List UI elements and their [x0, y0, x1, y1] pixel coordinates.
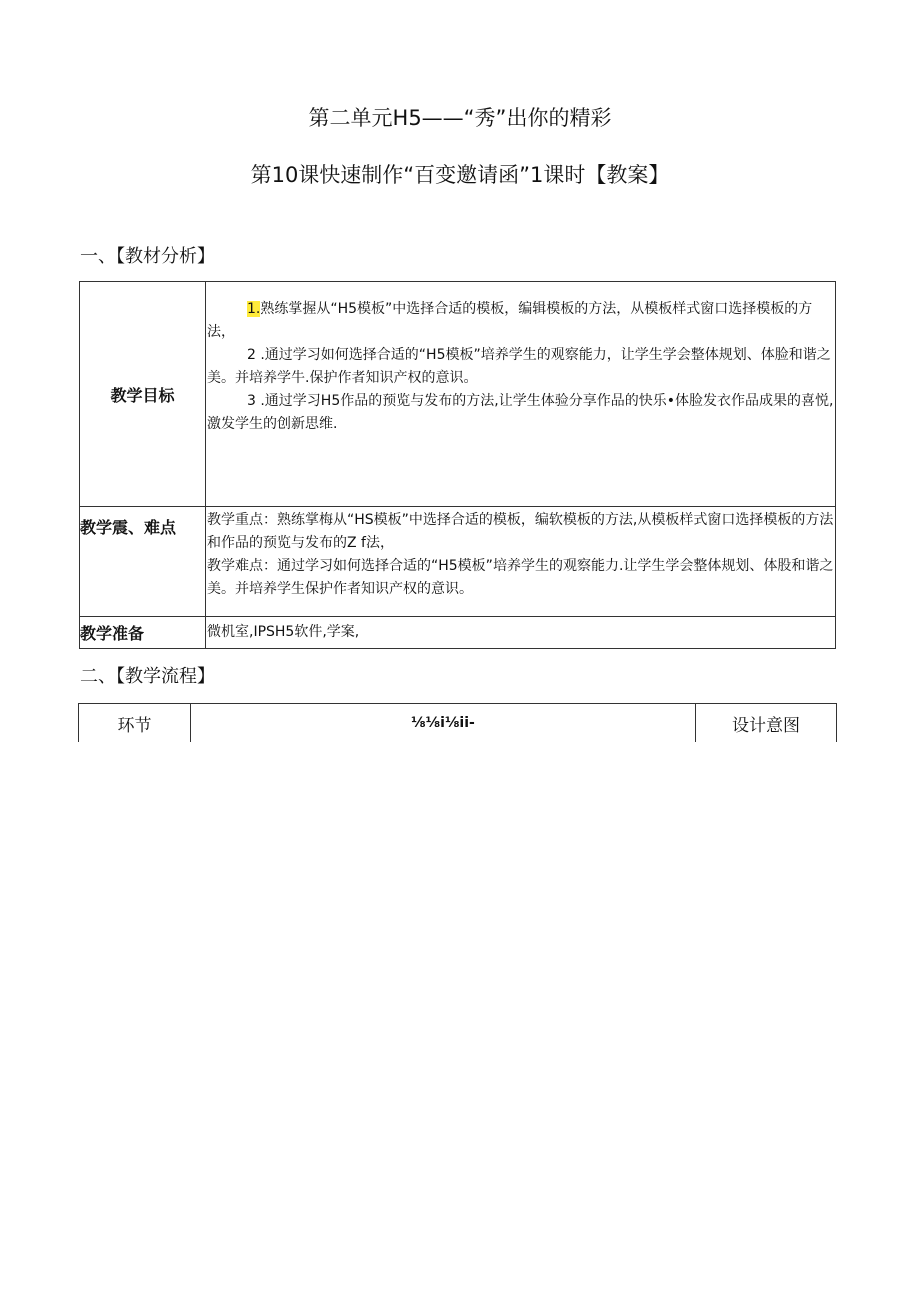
difficult-point-text: 教学难点：通过学习如何选择合适的“H5模板”培养学生的观察能力.让学生学会整体规划、体股和谐之美。并培养学生保护作者知识产权的意识。 [207, 558, 834, 597]
goal-item-2: 2 .通过学习如何选择合适的“H5模板”培养学生的观察能力，让学生学会整体规划、体脸和谐之美。并培养学牛.保护作者知识产权的意识。 [207, 347, 831, 386]
flow-table [78, 703, 837, 742]
row-label-goals: 教学目标 [80, 282, 206, 507]
goals-content [206, 282, 836, 507]
flow-header-row [79, 704, 837, 743]
section-heading-analysis: 一、【教材分析】 [80, 246, 215, 267]
goal-item-1-number: 1. [247, 301, 261, 317]
preparation-text: 微机室,IPSH5软件,学案, [207, 624, 360, 640]
section-heading-flow: 二、【教学流程】 [80, 666, 215, 687]
flow-col-activity: ⅛⅛i⅛ii- [191, 704, 696, 743]
flow-col-intent: 设计意图 [696, 704, 837, 743]
unit-title: 第二单元H5——“秀”出你的精彩 [308, 106, 612, 130]
goal-item-1 [207, 298, 834, 344]
goal-item-1-text: 熟练掌握从“H5模板”中选择合适的模板，编辑模板的方法，从模板样式窗口选择模板的方法， [207, 301, 813, 340]
row-label-preparation: 教学准备 [80, 617, 206, 649]
lesson-title: 第10课快速制作“百变邀请函”1课时【教案】 [250, 163, 670, 187]
table-row-key-points [80, 507, 836, 617]
key-points-content [206, 507, 836, 617]
key-point-text: 教学重点：熟练掌梅从“HS模板”中选择合适的模板，编软模板的方法,从模板样式窗口选择模板的方法和作品的预览与发布的Z f法， [207, 512, 834, 551]
flow-col-stage: 环节 [79, 704, 191, 743]
table-row-preparation [80, 617, 836, 649]
goal-item-3: 3 .通过学习H5作品的预览与发布的方法,让学生体验分享作品的快乐•体脸发衣作品成果的喜悦,激发学生的创新思维. [207, 393, 834, 432]
table-row-goals [80, 282, 836, 507]
analysis-table [79, 281, 836, 649]
row-label-key-points: 教学震、难点 [80, 507, 206, 617]
preparation-content [206, 617, 836, 649]
